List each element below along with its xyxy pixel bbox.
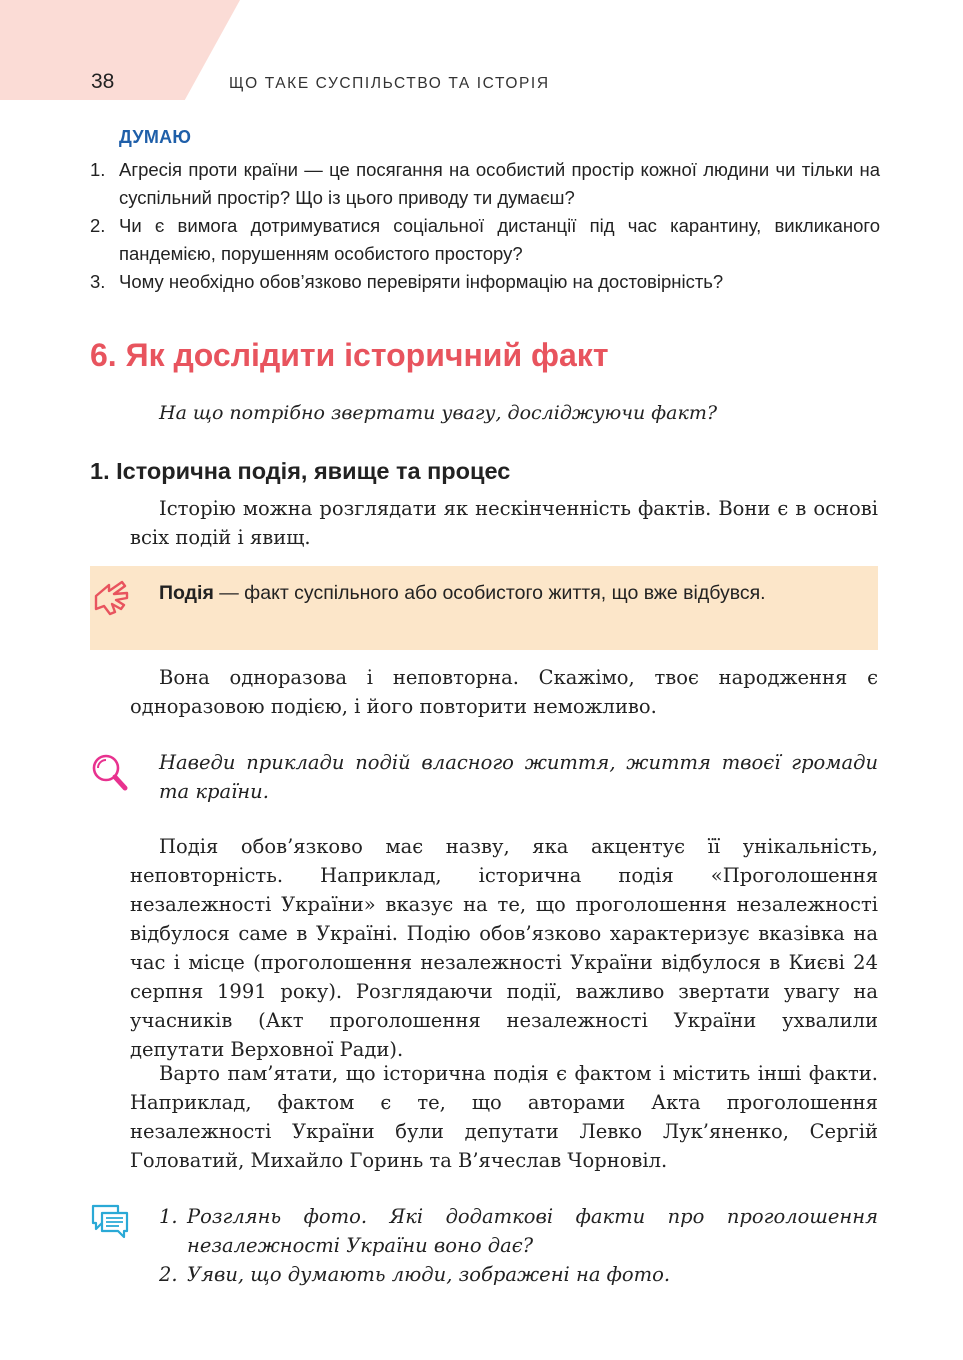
list-item-number: 2.	[159, 1263, 178, 1286]
list-item-text: Уяви, що думають люди, зображені на фото.	[187, 1263, 671, 1286]
page-number: 38	[91, 70, 115, 93]
list-item-number: 1.	[159, 1205, 178, 1228]
photo-tasks	[159, 1202, 878, 1289]
list-item-text: Чому необхідно обов’язково перевіряти інформацію на достовірність?	[119, 271, 724, 292]
definition-term: Подія	[159, 582, 214, 604]
chat-bubbles-icon	[90, 1203, 130, 1243]
list-item	[90, 268, 880, 296]
list-item	[90, 212, 880, 268]
running-head: ЩО ТАКЕ СУСПІЛЬСТВО ТА ІСТОРІЯ	[229, 75, 550, 92]
list-item-text: Чи є вимога дотримуватися соціальної дистанції під час карантину, викликаного пандемією, порушенням особистого простору?	[119, 215, 880, 264]
section-title: 6. Як дослідити історичний факт	[90, 337, 609, 373]
list-item-text: Агресія проти країни — це посягання на особистий простір кожної людини чи тільки на суспільний простір? Що із цього приводу ти думаєш?	[119, 159, 880, 208]
list-item-number: 1.	[90, 159, 106, 180]
corner-tab	[0, 0, 240, 100]
think-heading: ДУМАЮ	[119, 127, 192, 147]
section-question: На що потрібно звертати увагу, досліджуючи факт?	[159, 402, 718, 424]
sub-heading: 1. Історична подія, явище та процес	[90, 458, 511, 484]
body-paragraph: Вона одноразова і неповторна. Скажімо, твоє народження є одноразовою подією, і його повторити неможливо.	[130, 666, 878, 718]
list-item	[90, 156, 880, 212]
list-item-number: 2.	[90, 215, 106, 236]
list-item	[159, 1260, 878, 1289]
body-paragraph: Історію можна розглядати як нескінченність фактів. Вони є в основі всіх подій і явищ.	[130, 497, 878, 549]
definition-box	[90, 566, 878, 650]
magnifier-icon	[90, 751, 130, 793]
definition-text	[159, 579, 863, 607]
list-item	[159, 1202, 878, 1260]
think-list	[90, 156, 880, 296]
list-item-text: Розглянь фото. Які додаткові факти про проголошення незалежності України воно дає?	[187, 1205, 878, 1257]
definition-body: — факт суспільного або особистого життя, що вже відбувся.	[213, 582, 766, 604]
body-paragraph: Варто пам’ятати, що історична подія є фактом і містить інші факти. Наприклад, фактом є те, що авторами Акта проголошення незалежності України були депутати Левко Лук’яненко, Сергій Головатий, Михайло Горинь та В’ячеслав Чорновіл.	[130, 1062, 878, 1172]
list-item-number: 3.	[90, 271, 106, 292]
body-paragraph: Подія обов’язково має назву, яка акцентує її унікальність, неповторність. Наприклад, історична подія «Проголошення незалежності України» вказує на те, що проголошення незалежності відбулося саме в Україні. Подію обов’язково характеризує вказівка на час і місце (проголошення незалежності України відбулося в Києві 24 серпня 1991 року). Розглядаючи події, важливо звертати увагу на учасників (Акт проголошення незалежності України ухвалили депутати Верховної Ради).	[130, 835, 878, 1061]
explore-task: Наведи приклади подій власного життя, життя твоєї громади та країни.	[159, 751, 878, 803]
pointing-hand-icon	[92, 576, 132, 618]
